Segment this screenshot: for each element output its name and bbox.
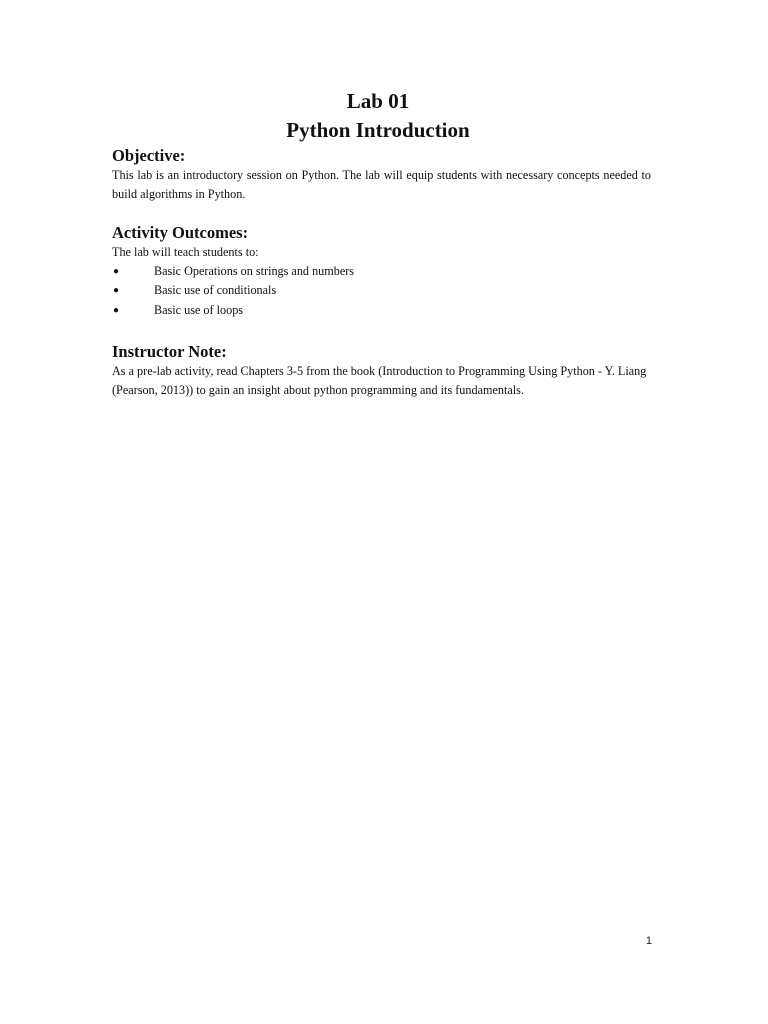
activity-outcomes-intro: The lab will teach students to:	[112, 245, 259, 259]
instructor-note-section	[112, 342, 651, 399]
lab-subtitle: Python Introduction	[286, 118, 470, 142]
objective-section	[112, 146, 651, 203]
objective-heading: Objective:	[112, 146, 186, 165]
lab-title: Lab 01	[346, 89, 410, 113]
list-item	[112, 301, 651, 321]
list-item	[112, 281, 651, 301]
instructor-note-text: As a pre-lab activity, read Chapters 3-5 from the book (Introduction to Programming Using Python - Y. Liang (Pearson, 2013)) to gain an insight about python programming and its fundamentals.	[112, 364, 647, 397]
outcomes-list	[112, 262, 651, 321]
list-item	[112, 262, 651, 282]
instructor-note-heading: Instructor Note:	[112, 342, 227, 361]
activity-outcomes-heading: Activity Outcomes:	[112, 223, 249, 242]
bullet-icon: ●	[113, 285, 120, 296]
bullet-icon: ●	[113, 304, 120, 316]
objective-text: This lab is an introductory session on Python. The lab will equip students with necessary concepts needed to build algorithms in Python.	[112, 168, 651, 201]
activity-outcomes-section	[112, 223, 651, 320]
page-number: 1	[645, 935, 652, 947]
bullet-icon: ●	[113, 265, 120, 277]
list-item-text: Basic Operations on strings and numbers	[154, 263, 355, 278]
list-item-text: Basic use of conditionals	[154, 283, 277, 297]
list-item-text: Basic use of loops	[154, 302, 244, 317]
